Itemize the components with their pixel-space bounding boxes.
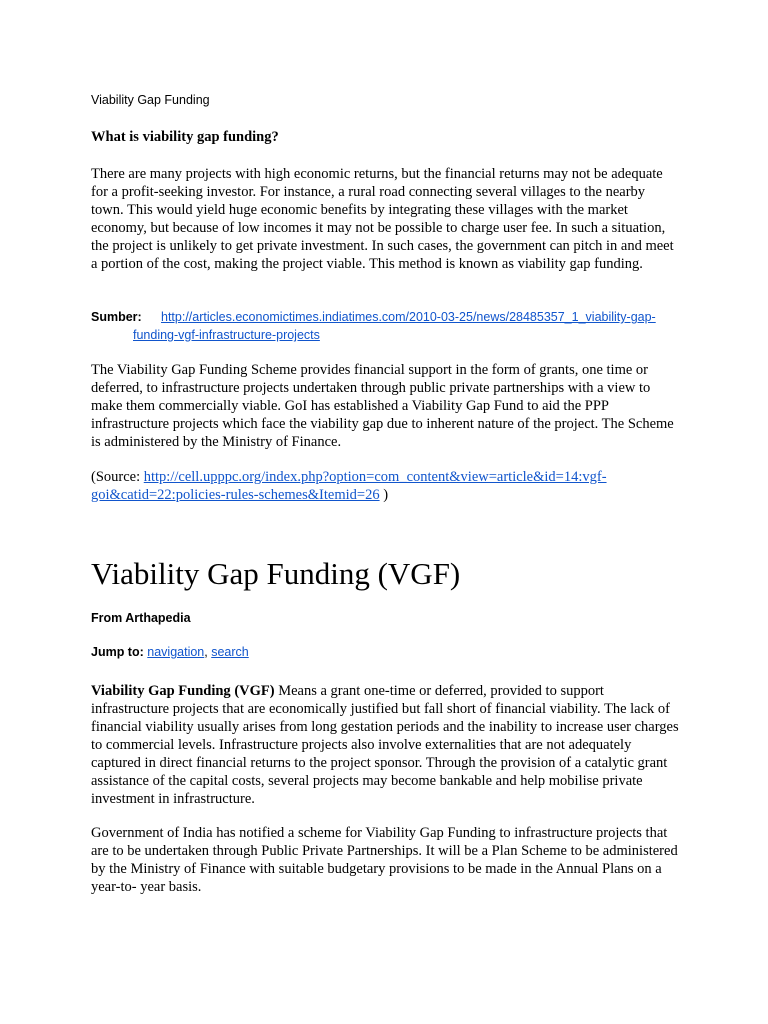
paragraph-definition: There are many projects with high economic returns, but the financial returns may not be adequate for a profit-seeking investor. For instance, a rural road connecting several villages to the nearby town. This would yield huge economic benefits by integrating these villages with the market economy, but because of low incomes it may not be possible to charge user fee. In such a situation, the project is unlikely to get private investment. In such cases, the government can pitch in and meet a portion of the cost, making the project viable. This method is known as viability gap funding. xyxy=(91,166,674,272)
vgf-bold-term: Viability Gap Funding xyxy=(91,683,231,699)
paragraph-scheme: The Viability Gap Funding Scheme provides financial support in the form of grants, one time or deferred, to infrastructure projects undertaken through public private partnerships with a view to make them commercially viable. GoI has established a Viability Gap Fund to aid the PPP infrastructure projects which face the viability gap due to inherent nature of the project. The Scheme is administered by the Ministry of Finance. xyxy=(91,362,674,450)
from-line: From Arthapedia xyxy=(91,611,191,625)
paragraph-vgf-definition xyxy=(91,682,681,808)
paragraph-government-scheme: Government of India has notified a scheme for Viability Gap Funding to infrastructure projects that are to be undertaken through Public Private Partnerships. It will be a Plan Scheme to be administered by the Ministry of Finance with suitable budgetary provisions to be made in the Annual Plans on a year-to- year basis. xyxy=(91,825,678,895)
sumber-link-line1[interactable]: http://articles.economictimes.indiatimes.com/2010-03-25/news/28485357_1_viability-gap- xyxy=(161,310,656,324)
jump-label: Jump to: xyxy=(91,645,144,659)
question-heading: What is viability gap funding? xyxy=(91,129,279,145)
source-suffix: ) xyxy=(379,487,389,503)
vgf-bold-abbrev: (VGF) xyxy=(234,683,275,699)
jump-separator: , xyxy=(204,645,212,659)
source-reference xyxy=(91,468,681,504)
article-title: Viability Gap Funding (VGF) xyxy=(91,556,461,591)
jump-link-navigation[interactable]: navigation xyxy=(147,645,205,659)
sumber-link-line2[interactable]: funding-vgf-infrastructure-projects xyxy=(133,328,320,342)
jump-link-search[interactable]: search xyxy=(211,645,249,659)
vgf-definition-text: Means a grant one-time or deferred, provided to support infrastructure projects that are economically justified but fall short of financial viability. The lack of financial viability usually arises from long gestation periods and the inability to increase user charges to commercial levels. Infrastructure projects also involve externalities that are not adequately captured in direct financial returns to the project sponsor. Through the provision of a catalytic grant assistance of the capital costs, several projects may become bankable and help mobilise private investment in infrastructure. xyxy=(91,683,679,807)
sumber-label: Sumber: xyxy=(91,310,142,324)
source-prefix: (Source: xyxy=(91,469,144,485)
source-link[interactable]: http://cell.upppc.org/index.php?option=com_content&view=article&id=14:vgf-goi&catid=22:policies-rules-schemes&Itemid=26 xyxy=(91,469,607,503)
jump-to-line xyxy=(91,645,249,659)
document-small-title: Viability Gap Funding xyxy=(91,93,210,107)
sumber-reference xyxy=(91,308,691,344)
